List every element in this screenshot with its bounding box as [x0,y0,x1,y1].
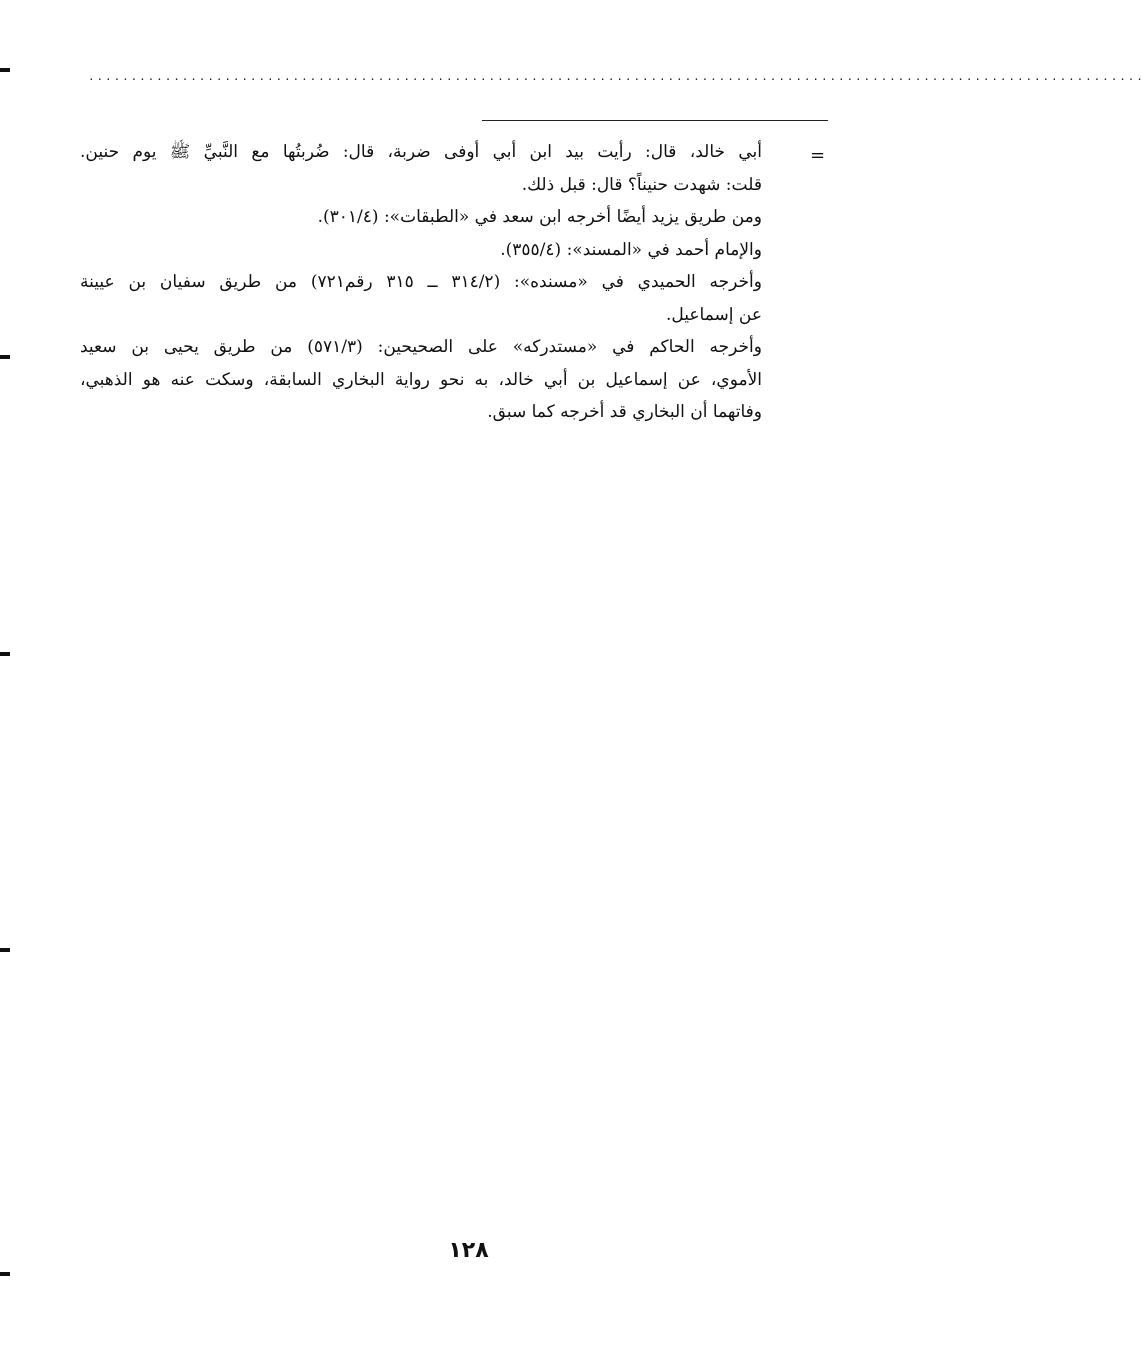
dotted-separator: ............................................................................................................................ [88,70,1145,83]
continuation-mark: = [810,145,826,166]
scan-edge-mark [0,652,10,656]
footnote-line: وأخرجه الحاكم في «مستدركه» على الصحيحين: (٥٧١/٣) من طريق يحيى بن سعيد [80,337,762,357]
scan-edge-mark [0,355,10,359]
footnote-line: وفاتهما أن البخاري قد أخرجه كما سبق. [487,402,762,422]
footnote-line: الأموي، عن إسماعيل بن أبي خالد، به نحو رواية البخاري السابقة، وسكت عنه هو الذهبي، [80,369,762,390]
scan-edge-mark [0,948,10,952]
footnote-line: والإمام أحمد في «المسند»: (٣٥٥/٤). [500,239,762,260]
footnote-line: وأخرجه الحميدي في «مسنده»: (٣١٤/٢ ــ ٣١٥ رقم٧٢١) من طريق سفيان بن عيينة [80,272,762,292]
footnote-line: ومن طريق يزيد أيضًا أخرجه ابن سعد في «الطبقات»: (٣٠١/٤). [317,207,762,227]
footnote-line: عن إسماعيل. [665,304,762,325]
footnote-line: قلت: شهدت حنيناً؟ قال: قبل ذلك. [521,174,762,195]
scan-edge-mark [0,68,10,72]
scan-edge-mark [0,1272,10,1276]
page-number: ١٢٨ [448,1238,489,1263]
footnote-line: أبي خالد، قال: رأيت بيد ابن أبي أوفى ضربة، قال: ضُربتُها مع النَّبيِّ ﷺ يوم حنين. [80,142,762,162]
footnote-separator-rule [482,120,828,121]
footnote-body [80,136,762,429]
